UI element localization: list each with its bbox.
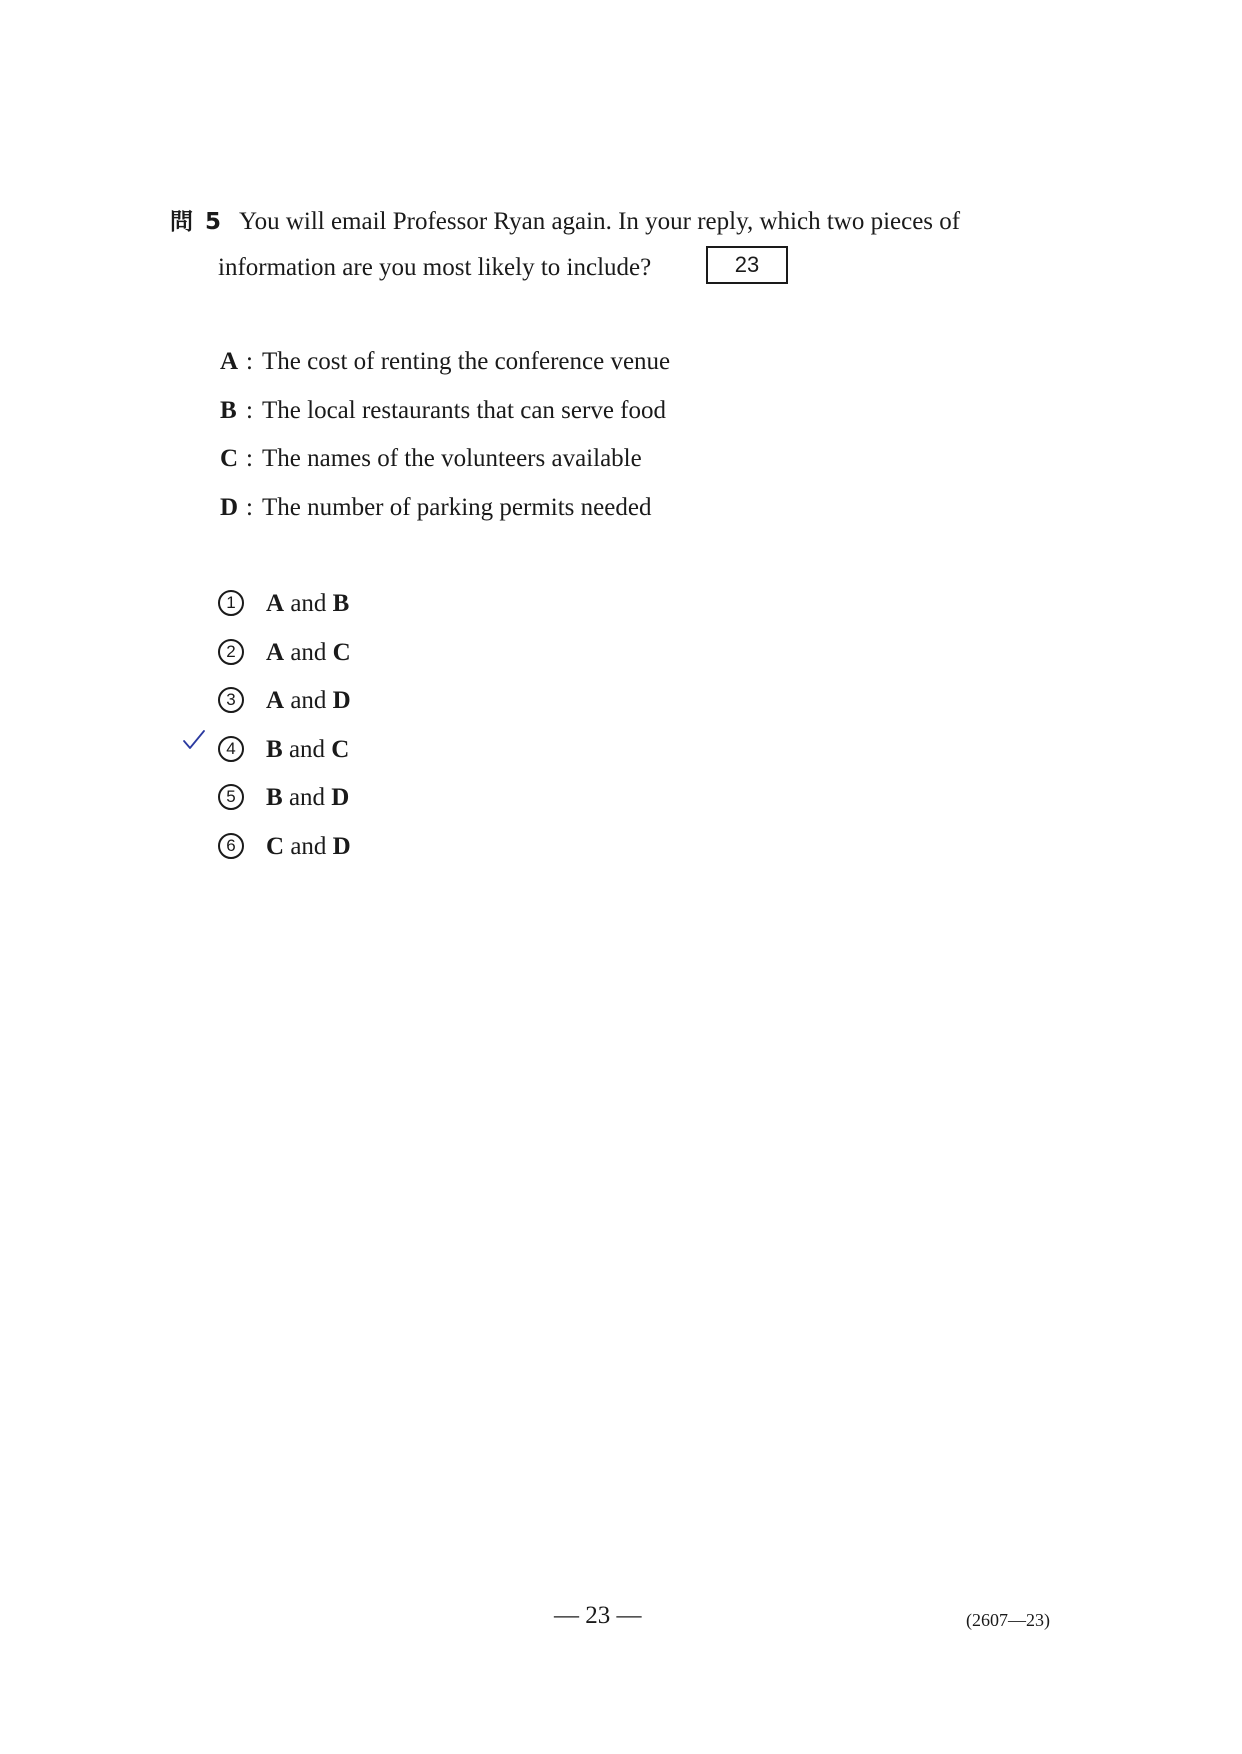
question-text-line2: information are you most likely to include?	[218, 254, 652, 281]
choice-first-letter: B	[266, 735, 283, 763]
choice-option-4[interactable]	[218, 730, 351, 779]
choice-option-2[interactable]	[218, 633, 351, 682]
choice-second-letter: C	[332, 638, 351, 666]
choice-first-letter: C	[266, 832, 285, 860]
choice-and: and	[290, 687, 327, 714]
statement-colon: :	[246, 445, 253, 472]
question-header	[170, 198, 960, 246]
statement-letter: D	[220, 493, 239, 521]
choice-second-letter: D	[331, 784, 350, 811]
choice-first-letter: B	[266, 784, 283, 811]
choice-option-3[interactable]	[218, 681, 351, 730]
choice-and: and	[290, 832, 327, 860]
statement-letter: A	[220, 348, 239, 375]
statement-letter: C	[220, 445, 239, 472]
statement-colon: :	[246, 396, 253, 424]
choice-number: 2	[218, 639, 244, 665]
choice-number: 4	[218, 736, 244, 762]
answer-number-box: 23	[706, 246, 788, 284]
choice-second-letter: C	[331, 735, 350, 763]
choice-first-letter: A	[266, 687, 285, 714]
choice-second-letter: B	[332, 590, 350, 617]
statement-letter: B	[220, 396, 237, 424]
choice-number: 3	[218, 687, 244, 713]
choice-list	[218, 584, 351, 875]
choice-first-letter: A	[266, 638, 285, 666]
statement-c	[220, 439, 670, 488]
choice-first-letter: A	[266, 590, 285, 617]
choice-option-6[interactable]	[218, 827, 351, 876]
choice-number: 6	[218, 833, 244, 859]
choice-and: and	[288, 735, 326, 763]
statement-text: The cost of renting the conference venue	[262, 348, 671, 375]
choice-and: and	[290, 590, 327, 617]
choice-option-5[interactable]	[218, 778, 351, 827]
statement-d	[220, 488, 670, 537]
question-text-line1: You will email Professor Ryan again. In your reply, which two pieces of	[239, 208, 961, 235]
page-code: (2607—23)	[966, 1610, 1050, 1630]
choice-number: 5	[218, 784, 244, 810]
choice-number: 1	[218, 590, 244, 616]
choice-second-letter: D	[332, 832, 351, 860]
question-label: 問 5	[170, 209, 224, 235]
page-number: — 23 —	[554, 1602, 642, 1629]
choice-and: and	[288, 784, 326, 811]
statement-text: The local restaurants that can serve food	[262, 396, 666, 424]
statement-a	[220, 342, 670, 391]
choice-option-1[interactable]	[218, 584, 351, 633]
choice-second-letter: D	[332, 687, 351, 714]
statement-text: The names of the volunteers available	[262, 445, 642, 472]
statement-text: The number of parking permits needed	[262, 493, 652, 521]
statement-list	[220, 342, 670, 536]
statement-colon: :	[246, 348, 253, 375]
statement-colon: :	[246, 493, 253, 521]
checkmark-icon	[182, 728, 206, 752]
statement-b	[220, 391, 670, 440]
choice-and: and	[290, 638, 327, 666]
